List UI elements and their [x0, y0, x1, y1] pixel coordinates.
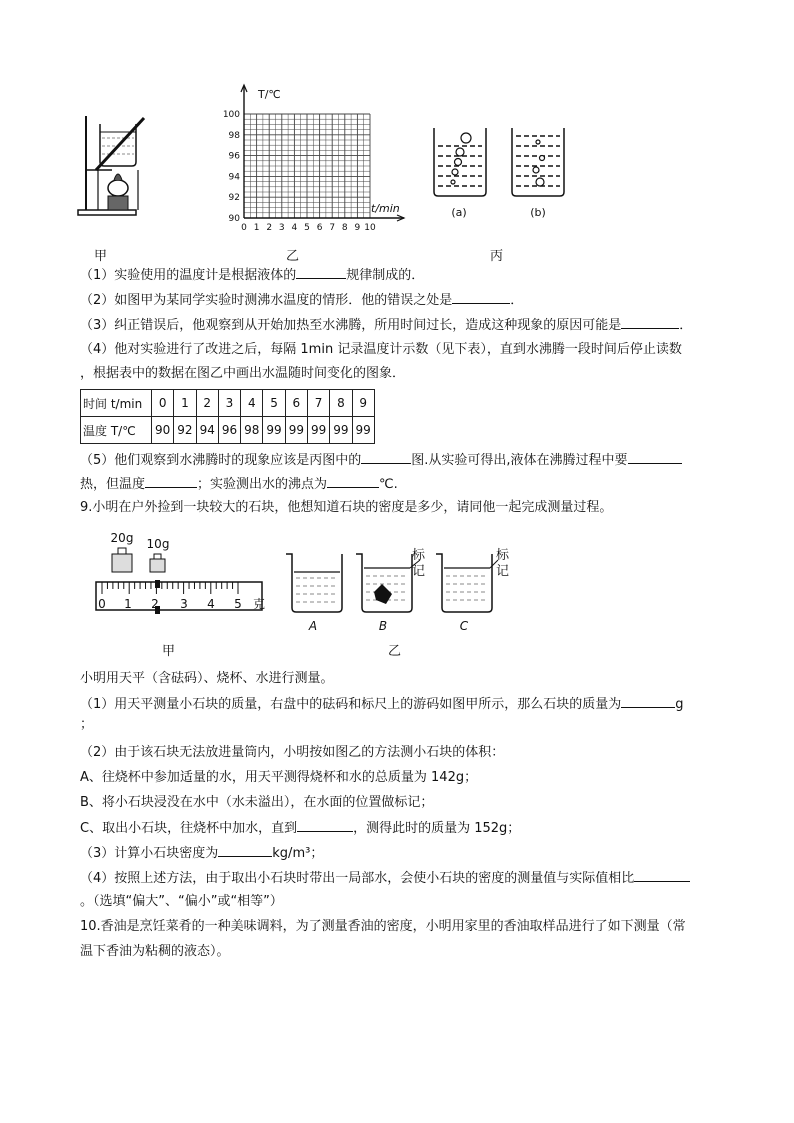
- q9-stem: 9.小明在户外捡到一块较大的石块，他想知道石块的密度是多少，请同他一起完成测量过程。: [80, 500, 613, 515]
- x-tick-label: 9: [354, 223, 361, 233]
- weight-10g-label: 10g: [146, 537, 170, 551]
- boiling-beakers-figure: [424, 124, 574, 224]
- q9-step4-end: 。（选填“偏大”、“偏小”或“相等”）: [80, 894, 283, 909]
- beaker-a-label: (a): [451, 206, 467, 219]
- beaker-C: [436, 554, 498, 612]
- q9-step3: （3）计算小石块密度为 kg/m³；: [80, 846, 324, 861]
- q8-part5-line1: （5）他们观察到水沸腾时的现象应该是丙图中的 图.从实验可得出,液体在沸腾过程中要: [80, 451, 682, 470]
- table-cell: 94: [196, 417, 218, 444]
- table-header-temp: 温度 T/℃: [81, 417, 152, 444]
- beaker-label: C: [459, 619, 469, 633]
- x-tick-label: 2: [266, 223, 273, 233]
- beaker-b-label: (b): [530, 206, 546, 219]
- mark-label-b: 标记: [412, 548, 426, 579]
- answer-blank[interactable]: [634, 869, 690, 882]
- table-cell: 99: [352, 417, 374, 444]
- weight-10g-icon: [150, 554, 165, 572]
- x-tick-label: 4: [291, 223, 298, 233]
- boiling-apparatus-figure: [74, 110, 146, 220]
- balance-weights-ruler-figure: [92, 528, 270, 648]
- x-tick-label: 3: [278, 223, 285, 233]
- q9-step1: （1）用天平测量小石块的质量，右盘中的砝码和标尺上的游码如图甲所示，那么石块的质量为 g: [80, 697, 684, 712]
- x-tick-label: 6: [316, 223, 323, 233]
- answer-blank[interactable]: [621, 316, 679, 329]
- q9-step2: （2）由于该石块无法放进量筒内，小明按如图乙的方法测小石块的体积：: [80, 745, 505, 760]
- weight-20g-label: 20g: [110, 531, 134, 545]
- table-cell: 99: [330, 417, 352, 444]
- y-tick-label: 100: [222, 110, 240, 120]
- q9-step-b: B、将小石块浸没在水中（水未溢出），在水面的位置做标记；: [80, 795, 434, 810]
- y-tick-label: 98: [228, 130, 240, 141]
- q10-line1: 10.香油是烹饪菜肴的一种美味调料，为了测量香油的密度，小明用家里的香油取样品进行了如下测量（常: [80, 919, 686, 934]
- figure-caption-yi-2: 乙: [388, 644, 402, 659]
- ruler-tick-label: 1: [124, 597, 132, 611]
- ruler-tick-label: 3: [180, 597, 188, 611]
- table-row: [81, 417, 375, 444]
- table-cell: 2: [196, 390, 218, 417]
- beaker-label: A: [308, 619, 318, 633]
- x-tick-label: 5: [304, 223, 310, 233]
- table-cell: 99: [285, 417, 307, 444]
- y-axis-label: T/℃: [258, 88, 281, 101]
- q8-part2: （2）如图甲为某同学实验时测沸水温度的情形．他的错误之处是 ．: [80, 293, 524, 308]
- ruler-unit-label: 克: [253, 597, 266, 611]
- y-tick-label: 94: [228, 172, 240, 183]
- ruler-tick-label: 2: [151, 597, 159, 611]
- figure-caption-bing: 丙: [490, 249, 504, 264]
- x-tick-label: 8: [341, 223, 348, 233]
- answer-blank[interactable]: [297, 819, 353, 832]
- q8-part4-line1: （4）他对实验进行了改进之后，每隔 1min 记录温度计示数（见下表），直到水沸腾一段时间后停止读数: [80, 342, 682, 357]
- data-table: [80, 389, 375, 444]
- table-cell: 99: [263, 417, 285, 444]
- ruler-tick-label: 0: [98, 597, 106, 611]
- table-cell: 92: [174, 417, 196, 444]
- q8-part3: （3）纠正错误后，他观察到从开始加热至水沸腾，所用时间过长，造成这种现象的原因可能是 ．: [80, 318, 693, 333]
- mark-label-c: 标记: [496, 548, 510, 579]
- y-tick-label: 92: [228, 193, 240, 204]
- table-cell: 7: [307, 390, 329, 417]
- ruler-tick-label: 5: [234, 597, 242, 611]
- table-header-time: 时间 t/min: [81, 390, 152, 417]
- figure-caption-jia: 甲: [94, 249, 108, 264]
- q9-intro: 小明用天平（含砝码）、烧杯、水进行测量。: [80, 671, 334, 686]
- figure-caption-yi: 乙: [286, 249, 300, 264]
- table-row: [81, 390, 375, 417]
- table-cell: 3: [218, 390, 240, 417]
- table-cell: 90: [152, 417, 174, 444]
- y-tick-label: 96: [228, 151, 240, 162]
- answer-blank[interactable]: [452, 291, 510, 304]
- answer-blank[interactable]: [327, 475, 379, 488]
- q9-step4: （4）按照上述方法，由于取出小石块时带出一局部水，会使小石块的密度的测量值与实际值相比: [80, 869, 690, 888]
- q8-part1: （1）实验使用的温度计是根据液体的 规律制成的．: [80, 268, 425, 283]
- q9-step-c: C、取出小石块，往烧杯中加水，直到 ，测得此时的质量为 152g；: [80, 821, 521, 836]
- answer-blank[interactable]: [296, 266, 346, 279]
- q9-step-a: A、往烧杯中参加适量的水，用天平测得烧杯和水的总质量为 142g；: [80, 770, 478, 785]
- q9-step1-end: ；: [80, 717, 94, 732]
- answer-blank[interactable]: [628, 451, 682, 464]
- table-cell: 8: [330, 390, 352, 417]
- q8-part4-line2: ，根据表中的数据在图乙中画出水温随时间变化的图象．: [80, 366, 406, 381]
- table-cell: 96: [218, 417, 240, 444]
- ruler-tick-label: 4: [207, 597, 215, 611]
- figure-caption-jia-2: 甲: [162, 644, 176, 659]
- stone-icon: [374, 584, 392, 604]
- y-tick-label: 90: [228, 214, 240, 224]
- beaker-b: [512, 128, 564, 196]
- table-cell: 9: [352, 390, 374, 417]
- table-cell: 1: [174, 390, 196, 417]
- beakers-abc-figure: [280, 546, 520, 638]
- answer-blank[interactable]: [621, 695, 675, 708]
- x-tick-label: 10: [364, 223, 376, 233]
- beaker-A: [286, 554, 342, 612]
- table-cell: 99: [307, 417, 329, 444]
- answer-blank[interactable]: [145, 475, 197, 488]
- temperature-time-grid: [214, 82, 410, 236]
- q10-line2: 温下香油为粘稠的液态）。: [80, 944, 230, 959]
- x-tick-label: 0: [241, 223, 247, 233]
- answer-blank[interactable]: [218, 844, 272, 857]
- x-tick-label: 7: [329, 223, 336, 233]
- table-cell: 4: [241, 390, 263, 417]
- weight-20g-icon: [112, 548, 132, 572]
- table-cell: 98: [241, 417, 263, 444]
- table-cell: 5: [263, 390, 285, 417]
- q8-part5-line2: 热，但温度 ；实验测出水的沸点为 ℃.: [80, 477, 398, 492]
- beaker-label: B: [378, 619, 388, 633]
- beaker-a: [434, 128, 486, 196]
- table-cell: 0: [152, 390, 174, 417]
- answer-blank[interactable]: [361, 451, 411, 464]
- x-tick-label: 1: [253, 223, 260, 233]
- table-cell: 6: [285, 390, 307, 417]
- x-axis-label: t/min: [371, 202, 400, 215]
- beaker-B: [356, 554, 420, 612]
